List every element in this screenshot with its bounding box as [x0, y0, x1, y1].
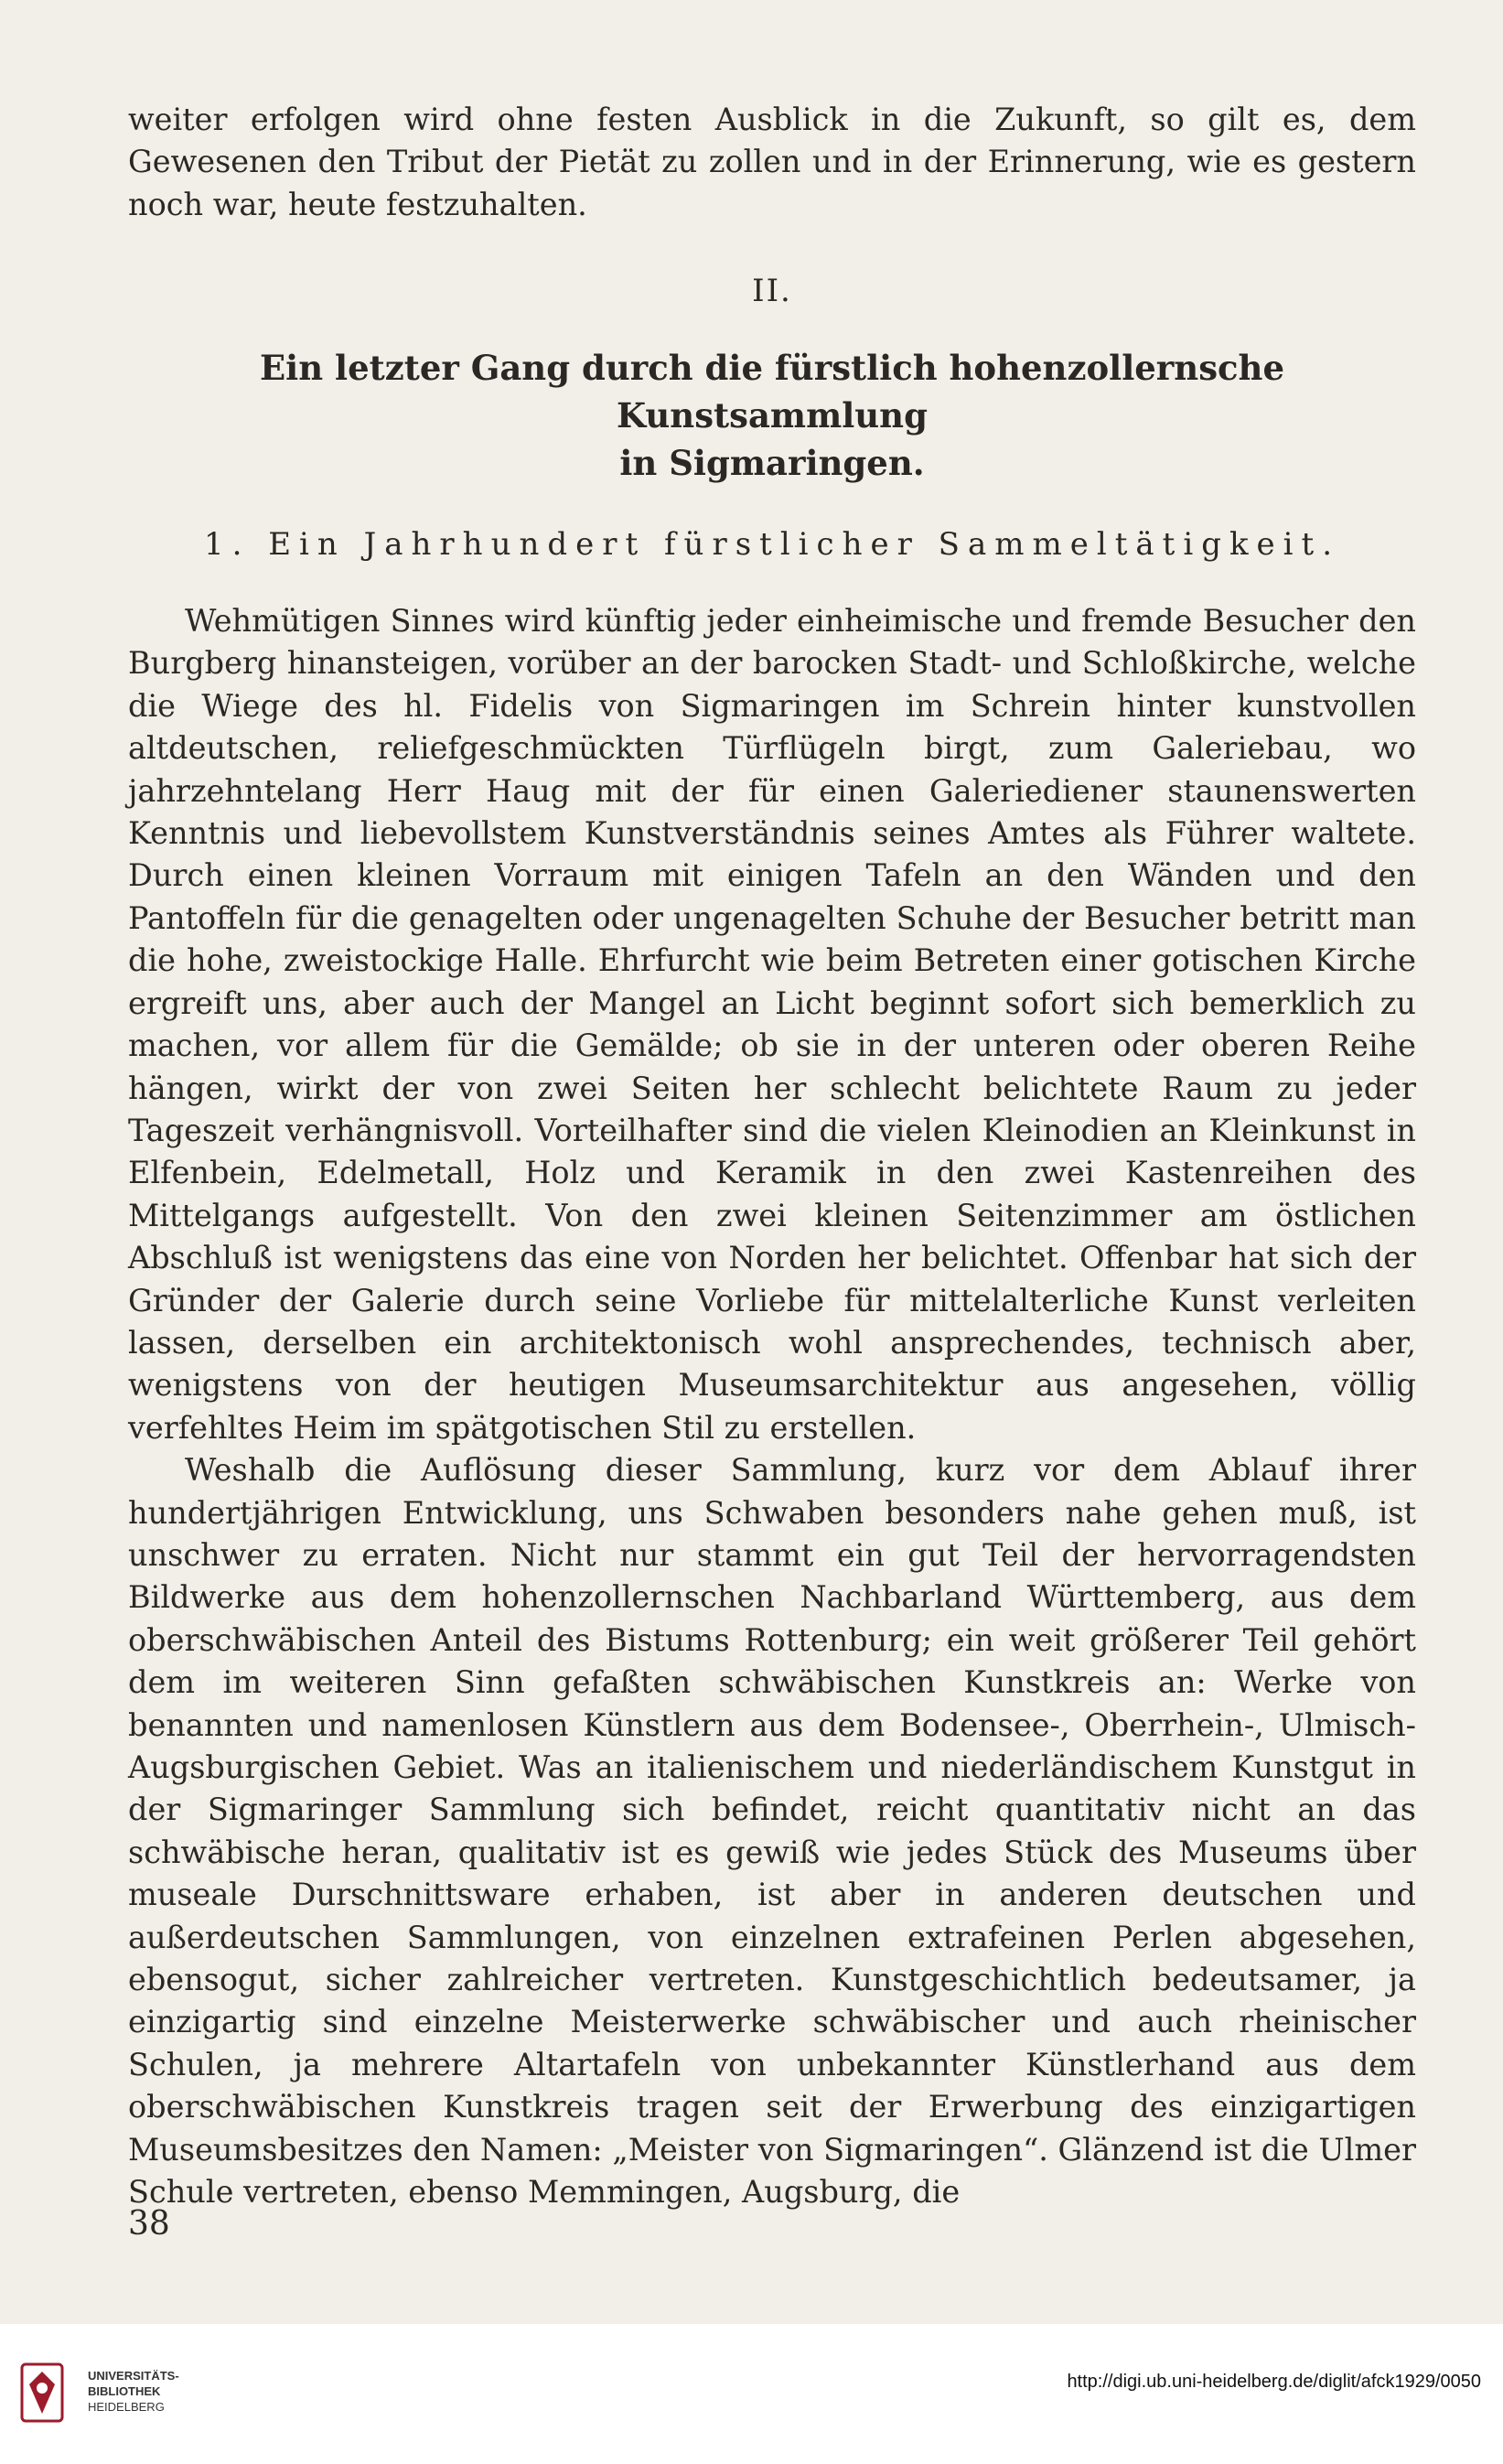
chapter-title-line-1: Ein letzter Gang durch die fürstlich hohenzollernsche Kunstsammlung — [259, 347, 1284, 436]
university-seal-icon — [15, 2361, 70, 2425]
footer-bar — [0, 2324, 1503, 2464]
library-line-3: HEIDELBERG — [88, 2400, 165, 2414]
page-number: 38 — [128, 2205, 170, 2243]
library-name — [88, 2368, 179, 2415]
chapter-title — [128, 344, 1416, 487]
subsection-title: 1. Ein Jahrhundert fürstlicher Sammeltätigkeit. — [203, 525, 1341, 563]
opening-paragraph: weiter erfolgen wird ohne festen Ausblick in die Zukunft, so gilt es, dem Gewesenen den Tribut der Pietät zu zollen und in der Erinnerung, wie es gestern noch war, heute festzuhalten. — [128, 102, 1416, 222]
source-url-link[interactable]: http://digi.ub.uni-heidelberg.de/diglit/afck1929/0050 — [1067, 2372, 1481, 2392]
body-paragraph-2: Weshalb die Auflösung dieser Sammlung, kurz vor dem Ablauf ihrer hundertjährigen Entwicklung, uns Schwaben besonders nahe gehen muß, ist unschwer zu erraten. Nicht nur stammt ein gut Teil der hervorragendsten Bildwerke aus dem hohenzollernschen Nachbarland Württemberg, aus dem oberschwäbischen Anteil des Bistums Rottenburg; ein weit größerer Teil gehört dem im weiteren Sinn gefaßten schwäbischen Kunstkreis an: Werke von benannten und namenlosen Künstlern aus dem Bodensee-, Oberrhein-, Ulmisch-Augsburgischen Gebiet. Was an italienischem und niederländischem Kunstgut in der Sigmaringer Sammlung sich befindet, reicht quantitativ nicht an das schwäbische heran, qualitativ ist es gewiß wie jedes Stück des Museums über museale Durschnittsware erhaben, ist aber in anderen deutschen und außerdeutschen Sammlungen, von einzelnen extrafeinen Perlen abgesehen, ebensogut, sicher zahlreicher vertreten. Kunstgeschichtlich bedeutsamer, ja einzigartig sind einzelne Meisterwerke schwäbischer und auch rheinischer Schulen, ja mehrere Altartafeln von unbekannter Künstlerhand aus dem oberschwäbischen Kunstkreis tragen seit der Erwerbung des einzigartigen Museumsbesitzes den Namen: „Meister von Sigmaringen“. Glänzend ist die Ulmer Schule vertreten, ebenso Memmingen, Augsburg, die — [128, 1452, 1416, 2211]
section-number: II. — [752, 273, 792, 310]
library-line-1: UNIVERSITÄTS- — [88, 2369, 179, 2383]
body-paragraph-1: Wehmütigen Sinnes wird künftig jeder einheimische und fremde Besucher den Burgberg hinansteigen, vorüber an der barocken Stadt- und Schloßkirche, welche die Wiege des hl. Fidelis von Sigmaringen im Schrein hinter kunstvollen altdeutschen, reliefgeschmückten Türflügeln birgt, zum Galeriebau, wo jahrzehntelang Herr Haug mit der für einen Galeriediener staunenswerten Kenntnis und liebevollstem Kunstverständnis seines Amtes als Führer waltete. Durch einen kleinen Vorraum mit einigen Tafeln an den Wänden und den Pantoffeln für die genagelten oder ungenagelten Schuhe der Besucher betritt man die hohe, zweistockige Halle. Ehrfurcht wie beim Betreten einer gotischen Kirche ergreift uns, aber auch der Mangel an Licht beginnt sofort sich bemerklich zu machen, vor allem für die Gemälde; ob sie in der unteren oder oberen Reihe hängen, wirkt der von zwei Seiten her schlecht belichtete Raum zu jeder Tageszeit verhängnisvoll. Vorteilhafter sind die vielen Kleinodien an Kleinkunst in Elfenbein, Edelmetall, Holz und Keramik in den zwei Kastenreihen des Mittelgangs aufgestellt. Von den zwei kleinen Seitenzimmer am östlichen Abschluß ist wenigstens das eine von Norden her belichtet. Offenbar hat sich der Gründer der Galerie durch seine Vorliebe für mittelalterliche Kunst verleiten lassen, derselben ein architektonisch wohl ansprechendes, technisch aber, wenigstens von der heutigen Museumsarchitektur aus angesehen, völlig verfehltes Heim im spätgotischen Stil zu erstellen. — [128, 603, 1416, 1446]
page-content — [128, 99, 1416, 2213]
library-line-2: BIBLIOTHEK — [88, 2384, 161, 2398]
chapter-title-line-2: in Sigmaringen. — [619, 442, 925, 483]
